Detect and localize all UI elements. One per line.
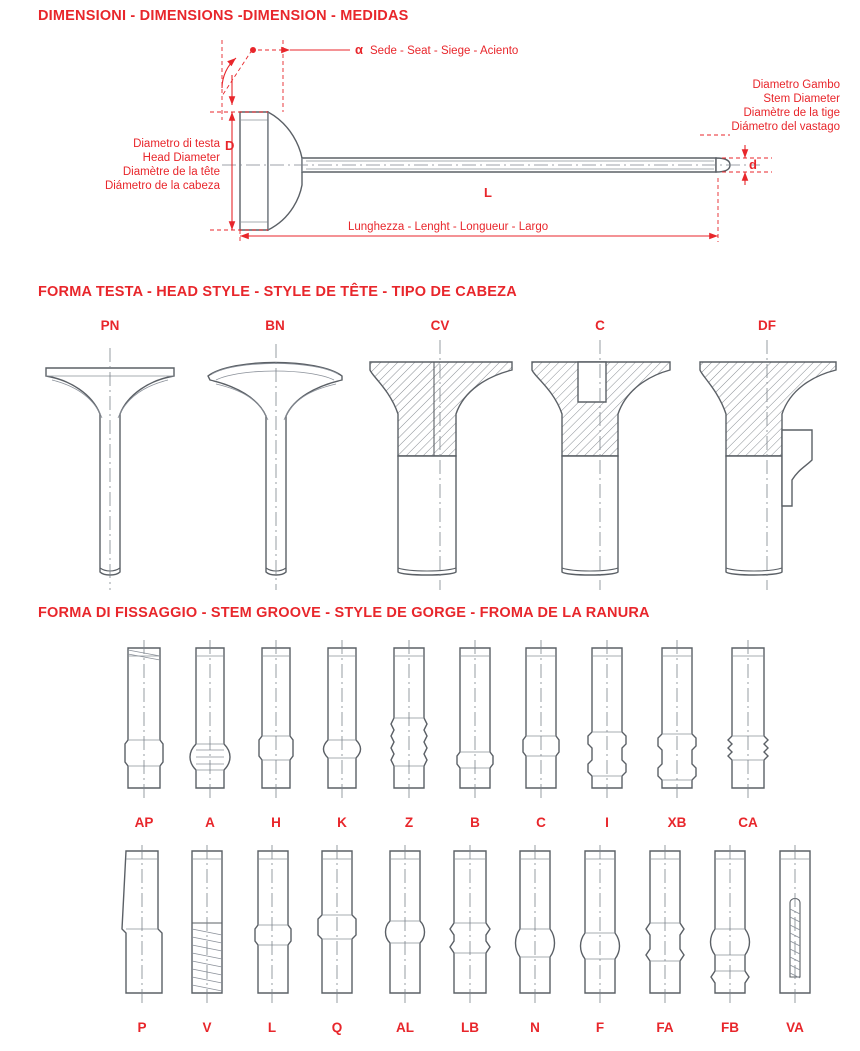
seat-label: Sede - Seat - Siege - Aciento [370,45,519,57]
head-diameter-label-it: Diametro di testa [133,138,220,150]
stem-groove-code-I: I [605,815,609,830]
stem-groove-row1-drawings [0,640,860,810]
stem-groove-code-Z: Z [404,815,414,830]
stem-groove-code-AL: AL [396,1020,414,1035]
section-title-dimensions: DIMENSIONI - DIMENSIONS -DIMENSION - MEDIDAS [38,8,409,24]
stem-groove-code-FB: FB [721,1020,739,1035]
stem-groove-code-K: K [337,815,347,830]
stem-groove-code-CA: CA [738,815,758,830]
length-dim-L: L [484,185,492,200]
stem-diameter-label-es: Diámetro del vastago [731,121,840,133]
section-title-head-style: FORMA TESTA - HEAD STYLE - STYLE DE TÊTE - TIPO DE CABEZA [38,284,517,300]
stem-groove-code-B: B [470,815,480,830]
stem-groove-row2-drawings [0,845,860,1015]
stem-groove-code-Q: Q [331,1020,343,1035]
stem-diameter-label-it: Diametro Gambo [752,79,840,91]
head-style-code-CV: CV [430,318,450,333]
stem-groove-code-A: A [205,815,215,830]
stem-groove-code-P: P [137,1020,147,1035]
stem-groove-code-V: V [202,1020,212,1035]
head-diameter-label-es: Diámetro de la cabeza [104,180,220,192]
stem-groove-code-AP: AP [134,815,154,830]
head-style-code-C: C [595,318,605,333]
stem-groove-code-XB: XB [667,815,687,830]
stem-groove-code-H: H [271,815,281,830]
stem-diameter-dim-d: d [749,157,757,172]
head-diameter-label-fr: Diamètre de la tête [122,166,220,178]
stem-groove-code-C: C [536,815,546,830]
stem-diameter-label-fr: Diamètre de la tige [743,107,840,119]
head-style-drawings [0,310,860,610]
stem-groove-code-LB: LB [461,1020,479,1035]
stem-groove-code-N: N [530,1020,540,1035]
head-diameter-dim-D: D [225,138,235,153]
head-diameter-label-en: Head Diameter [142,152,220,164]
head-style-code-PN: PN [100,318,120,333]
stem-groove-code-F: F [595,1020,605,1035]
length-label-text: Lunghezza - Lenght - Longueur - Largo [348,221,549,233]
stem-groove-code-FA: FA [656,1020,674,1035]
section-title-stem-groove: FORMA DI FISSAGGIO - STEM GROOVE - STYLE DE GORGE - FROMA DE LA RANURA [38,605,650,621]
head-style-code-BN: BN [265,318,285,333]
stem-groove-code-VA: VA [786,1020,804,1035]
alpha-symbol: α [355,42,363,57]
stem-diameter-label-en: Stem Diameter [763,93,840,105]
stem-groove-code-L: L [267,1020,277,1035]
head-style-code-DF: DF [758,318,776,333]
